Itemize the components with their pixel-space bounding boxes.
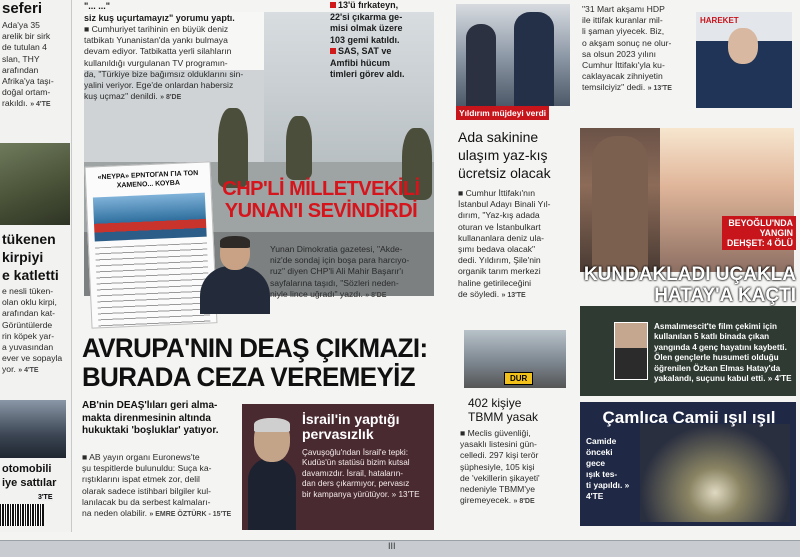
yildirim-tag: Yıldırım müjdeyi verdi: [456, 106, 549, 120]
fire-story-body: Asmalımescit'te film çekimi için kullanılan 5 katlı binada çıkan yangında 4 genç hayatını kaybetti. Ölen gençlerle husumeti olduğu öğrenilen Özkan Elmas Hatay'da yakalandı, suçunu kabul etti. » 4'TE: [654, 322, 792, 384]
dur-sign: DUR: [504, 372, 533, 385]
suspect-portrait: [614, 322, 648, 380]
chp-headline: CHP'Lİ MİLLETVEKİLİ YUNAN'I SEVİNDİRDİ: [222, 178, 420, 222]
left-photo-2: [0, 400, 66, 458]
third-column: [452, 0, 574, 532]
ada-body: ■ Cumhur İttifakı'nın İstanbul Adayı Binali Yıl- dırım, "Yaz-kış adada oturan ve İstanbulkart kullananlara deniz ula- şımı bedava olacak" dedi. Yıldırım, Şile'nin organik tarım merkezi haline getirileceğini de söyledi. » 13'TE: [458, 188, 551, 299]
chp-body: Yunan Dimokratia gazetesi, "Akde- niz'de sondaj için boşa para harcıyo- ruz" diyen CHP'li Ali Mahir Başarır'ı sayfalarına taşıdı, "Sözleri neden- niyle lince uğradı" yazdı. » 8'DE: [270, 244, 410, 299]
kundakladi-headline: KUNDAKLADI UÇAKLA HATAY'A KAÇTI: [583, 264, 796, 306]
left-column: [0, 0, 72, 532]
minister-photo: [248, 418, 296, 530]
left-headline-2: tükenen kirpiyi e katletti: [2, 231, 59, 283]
main-column: [76, 0, 442, 532]
viewer-bottom-bar: [0, 540, 800, 557]
right-column: [578, 0, 800, 532]
left-headline-1: seferi: [2, 0, 43, 17]
left-body-2: e nesli tüken- olan oklu kirpi, arafından kat- Görüntülerde rin köpek yar- a yuvasından ever ve sopayla yor. » 4'TE: [2, 286, 63, 375]
greek-newspaper-clipping: «ΝΕΥΡΑ» ΕΡΝΤΟΓΑΝ ΓΙΑ ΤΟΝ ΧΑΜΕΝΟ... ΚΟΥΒΑ: [85, 161, 218, 328]
left-page-badge: 3'TE: [38, 494, 53, 501]
page-indicator[interactable]: III: [388, 541, 396, 551]
israil-box: [242, 404, 434, 530]
ada-headline: Ada sakinine ulaşım yaz-kış ücretsiz olacak: [458, 129, 551, 181]
bahceli-photo: HAREKET: [696, 12, 792, 108]
israil-body: Çavuşoğlu'ndan İsrail'e tepki: Kudüs'ün statüsü bizim kutsal davamızdır. İsrail, hataların- dan ders çıkarmıyor, pervasız bir kampanya yürütüyor. » 13'TE: [302, 448, 420, 499]
beyoglu-fire-tag: BEYOĞLU'NDA YANGIN DEHŞET: 4 ÖLÜ: [722, 216, 796, 250]
israil-title: İsrail'in yaptığı pervasızlık: [302, 411, 400, 442]
tbmm-headline: 402 kişiye TBMM yasak: [468, 396, 539, 424]
deas-headline: AVRUPA'NIN DEAŞ ÇIKMAZI: BURADA CEZA VEREMEYİZ: [82, 333, 428, 392]
fire-suspect-photo: [580, 128, 794, 272]
mosque-photo: [640, 424, 790, 522]
camlica-body: Camide önceki gece ışık tes- ti yapıldı. » 4'TE: [586, 436, 630, 501]
navy-facts-box: 13'ü fırkateyn, 22'si çıkarma ge- misi olmak üzere 103 gemi katıldı. SAS, SAT ve Amfibi hücum timleri görev aldı.: [330, 0, 405, 79]
camlica-box: [580, 402, 796, 526]
barcode: [0, 504, 44, 526]
left-photo-1: [0, 143, 70, 225]
left-headline-3: otomobili iye sattılar: [2, 463, 57, 489]
yildirim-photo: [456, 4, 570, 106]
politician-photo: [194, 236, 274, 314]
camlica-title: Çamlıca Camii ışıl ışıl: [602, 408, 776, 427]
deas-body: ■ AB yayın organı Euronews'te şu tespitlerde bulunuldu: Suça ka- rıştıklarını ispat etmek zor, delil olarak sadece istihbari bilgiler kul- lanılacak bu da serbest kalmaları- na neden olabilir. » EMRE ÖZTÜRK - 15'TE: [82, 452, 232, 519]
navy-story: "... ..." siz kuş uçurtamayız" yorumu yaptı. ■ Cumhuriyet tarihinin en büyük deniz tatbikatı Yunanistan'da yankı bulmaya devam ediyor. Tatbikatta yerli silahların kullanıldığı vurgulanan TV programın- da, "Türkiye bize bağımsız olduklarını sin- yalini veriyor. Ege'de onlardan habersiz kuş uçmaz" denildi. » 8'DE: [84, 1, 244, 102]
tbmm-barrier-photo: [464, 330, 566, 388]
left-body-1: Ada'ya 35 arelik bir sirk de tutulan 4 slan, THY arafından Afrika'ya taşı- doğal ortam- rakıldı. » 4'TE: [2, 20, 54, 109]
deas-lead: AB'nin DEAŞ'lıları geri alma- makta direnmesinin altında hukuktaki 'boşluklar' yatıyor.: [82, 400, 219, 436]
fire-story-box: [580, 306, 796, 396]
tbmm-body: ■ Meclis güvenliği, yasaklı listesini gün- celledi. 297 kişi terör şüphesiyle, 105 kişi de 'vekillerin şikayeti' nedeniyle TBMM'ye giremeyecek. » 8'DE: [460, 428, 540, 506]
hdp-quote-body: "31 Mart akşamı HDP ile ittifak kuranlar mil- li şaman yiyecek. Biz, o akşam sonuç ne olur- sa olsun 2023 yılını Cumhur İttifakı'yla ku- caklayacak zihniyetin temsilciyiz" dedi. » 13'TE: [582, 4, 672, 93]
